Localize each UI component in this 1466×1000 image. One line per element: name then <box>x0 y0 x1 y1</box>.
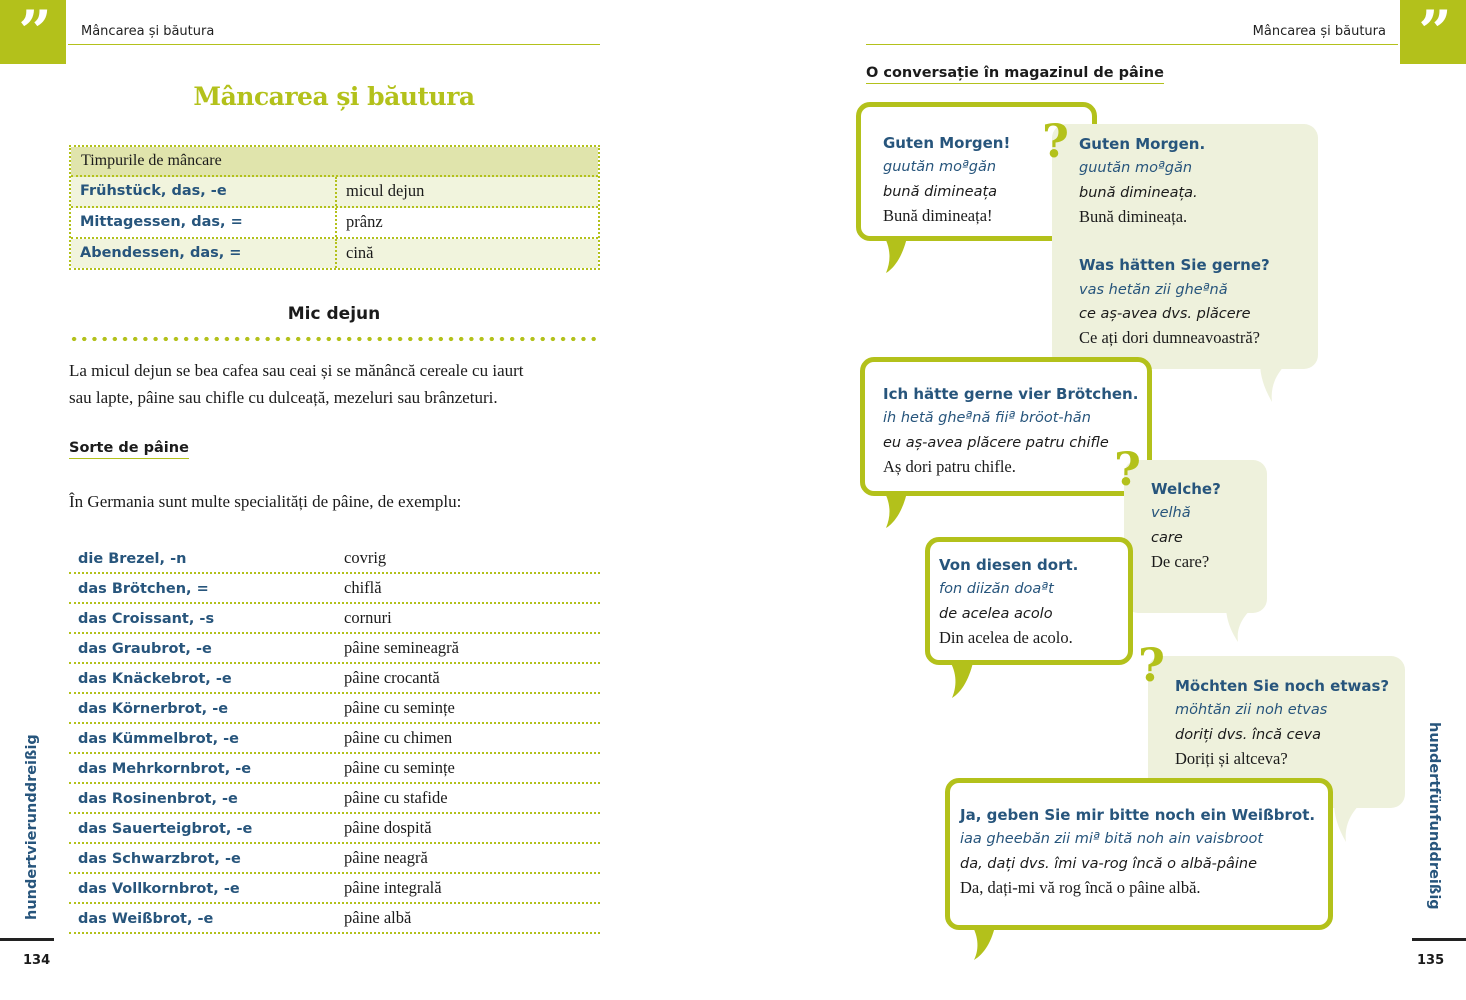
running-head: Mâncarea și băutura <box>1252 24 1386 39</box>
romanian-term: chiflă <box>344 578 382 597</box>
german-term: das Kümmelbrot, -e <box>78 731 240 747</box>
literal-line: ce aș-avea dvs. plăcere <box>1079 306 1251 323</box>
subtitle-mic-dejun: Mic dejun <box>287 304 381 324</box>
translation-line: Bună dimineața. <box>1079 206 1188 226</box>
meals-table-header: Timpurile de mâncare <box>71 147 598 177</box>
section-heading-conversation: O conversație în magazinul de pâine <box>866 65 1164 84</box>
romanian-term: prânz <box>346 212 383 231</box>
literal-line: bună dimineața <box>883 183 998 200</box>
german-term: Mittagessen, das, = <box>71 208 337 237</box>
question-mark-icon: ? <box>1138 638 1165 692</box>
german-term: das Körnerbrot, -e <box>78 701 229 717</box>
german-term: das Croissant, -s <box>78 611 215 627</box>
german-line: Möchten Sie noch etwas? <box>1175 677 1390 695</box>
german-term: Abendessen, das, = <box>71 239 337 268</box>
page-title: Mâncarea și băutura <box>193 82 475 111</box>
romanian-term: cornuri <box>344 608 392 627</box>
section-heading-bread: Sorte de pâine <box>69 440 189 459</box>
literal-line: de acelea acolo <box>939 605 1053 622</box>
german-term: die Brezel, -n <box>78 551 187 567</box>
list-item <box>69 605 600 634</box>
speech-bubble-customer <box>945 778 1333 930</box>
german-line: Guten Morgen. <box>1079 135 1206 153</box>
quote-icon: ” <box>1400 0 1466 64</box>
list-item <box>69 725 600 754</box>
page-number-left: 134 <box>23 953 51 968</box>
paragraph-line: sau lapte, pâine sau chifle cu dulceață, mezeluri sau brânzeturi. <box>69 388 498 407</box>
german-term: das Sauerteigbrot, -e <box>78 821 253 837</box>
phonetic-line: iaa gheebăn zii miª bită noh ain vaisbroot <box>960 831 1264 848</box>
speech-bubble-baker <box>1052 124 1318 369</box>
list-item <box>69 815 600 844</box>
list-item <box>69 695 600 724</box>
german-term: das Knäckebrot, -e <box>78 671 232 687</box>
side-word-left: hundertvierunddreißig <box>24 734 40 920</box>
romanian-term: pâine dospită <box>344 818 432 837</box>
romanian-term: pâine albă <box>344 908 412 927</box>
list-item <box>69 545 600 574</box>
speech-bubble-customer <box>860 357 1152 496</box>
german-term: das Schwarzbrot, -e <box>78 851 241 867</box>
translation-line: Bună dimineața! <box>883 205 993 225</box>
german-line: Ja, geben Sie mir bitte noch ein Weißbrot. <box>960 806 1316 824</box>
literal-line: doriți dvs. încă ceva <box>1175 726 1321 743</box>
german-term: das Rosinenbrot, -e <box>78 791 238 807</box>
list-item <box>69 875 600 904</box>
list-item <box>69 905 600 934</box>
literal-line: eu aș-avea plăcere patru chifle <box>883 434 1109 451</box>
page-number-right: 135 <box>1417 953 1445 968</box>
phonetic-line: guutăn moªgăn <box>1079 160 1193 177</box>
romanian-term: pâine semineagră <box>344 638 459 657</box>
header-rule <box>68 44 600 45</box>
translation-line: De care? <box>1151 551 1210 571</box>
quote-icon: ” <box>0 0 66 64</box>
german-line: Welche? <box>1151 480 1221 498</box>
breakfast-paragraph <box>69 357 609 411</box>
bubble-tail <box>1330 802 1364 844</box>
phonetic-line: guutăn moªgăn <box>883 159 997 176</box>
german-term: das Mehrkornbrot, -e <box>78 761 252 777</box>
table-row <box>71 208 598 239</box>
romanian-term: pâine integrală <box>344 878 442 897</box>
german-term: das Graubrot, -e <box>78 641 212 657</box>
phonetic-line: velhă <box>1151 505 1191 522</box>
translation-line: Da, dați-mi vă rog încă o pâine albă. <box>960 877 1201 897</box>
header-rule <box>866 44 1398 45</box>
german-term: das Weißbrot, -e <box>78 911 214 927</box>
german-term: das Brötchen, = <box>78 581 209 597</box>
list-item <box>69 755 600 784</box>
romanian-term: covrig <box>344 548 387 567</box>
phonetic-line: möhtăn zii noh etvas <box>1175 702 1328 719</box>
german-term: das Vollkornbrot, -e <box>78 881 240 897</box>
table-row <box>71 239 598 268</box>
literal-line: bună dimineața. <box>1079 184 1198 201</box>
literal-line: da, dați dvs. îmi va-rog încă o albă-pâine <box>960 855 1258 872</box>
speech-bubble-baker <box>1124 460 1267 613</box>
romanian-term: cină <box>346 243 374 262</box>
question-mark-icon: ? <box>1114 442 1141 496</box>
german-line: Von diesen dort. <box>939 556 1079 574</box>
romanian-term: pâine crocantă <box>344 668 440 687</box>
phonetic-line: fon diizăn doaªt <box>939 581 1054 598</box>
list-item <box>69 665 600 694</box>
german-line: Guten Morgen! <box>883 134 1011 152</box>
german-line: Was hätten Sie gerne? <box>1079 256 1270 275</box>
romanian-term: micul dejun <box>346 181 425 200</box>
romanian-term: pâine cu stafide <box>344 788 448 807</box>
meals-table <box>69 145 600 270</box>
list-item <box>69 575 600 604</box>
paragraph-line: La micul dejun se bea cafea sau ceai și se mănâncă cereale cu iaurt <box>69 361 524 380</box>
running-head: Mâncarea și băutura <box>81 24 215 39</box>
literal-line: care <box>1151 529 1183 546</box>
speech-bubble-customer <box>925 537 1133 665</box>
translation-line: Din acelea de acolo. <box>939 627 1073 647</box>
list-item <box>69 785 600 814</box>
translation-line: Aș dori patru chifle. <box>883 456 1016 476</box>
phonetic-line: ih hetă gheªnă fiiª bröot-hăn <box>883 410 1091 427</box>
table-row <box>71 177 598 208</box>
romanian-term: pâine cu semințe <box>344 758 455 777</box>
phonetic-line: vas hetăn zii gheªnă <box>1079 281 1228 298</box>
translation-line: Doriți și altceva? <box>1175 748 1288 768</box>
german-line: Ich hätte gerne vier Brötchen. <box>883 385 1139 403</box>
bread-list <box>69 545 600 935</box>
romanian-term: pâine cu chimen <box>344 728 453 747</box>
translation-line: Ce ați dori dumneavoastră? <box>1079 328 1260 348</box>
romanian-term: pâine cu semințe <box>344 698 455 717</box>
question-mark-icon: ? <box>1042 114 1069 168</box>
side-word-right: hundertfünfunddreißig <box>1426 722 1442 910</box>
list-item <box>69 635 600 664</box>
romanian-term: pâine neagră <box>344 848 428 867</box>
footer-rule <box>0 938 54 941</box>
bread-intro: În Germania sunt multe specialități de pâine, de exemplu: <box>69 492 462 511</box>
dotted-divider <box>69 336 600 342</box>
list-item <box>69 845 600 874</box>
footer-rule <box>1412 938 1466 941</box>
german-term: Frühstück, das, -e <box>71 177 337 206</box>
